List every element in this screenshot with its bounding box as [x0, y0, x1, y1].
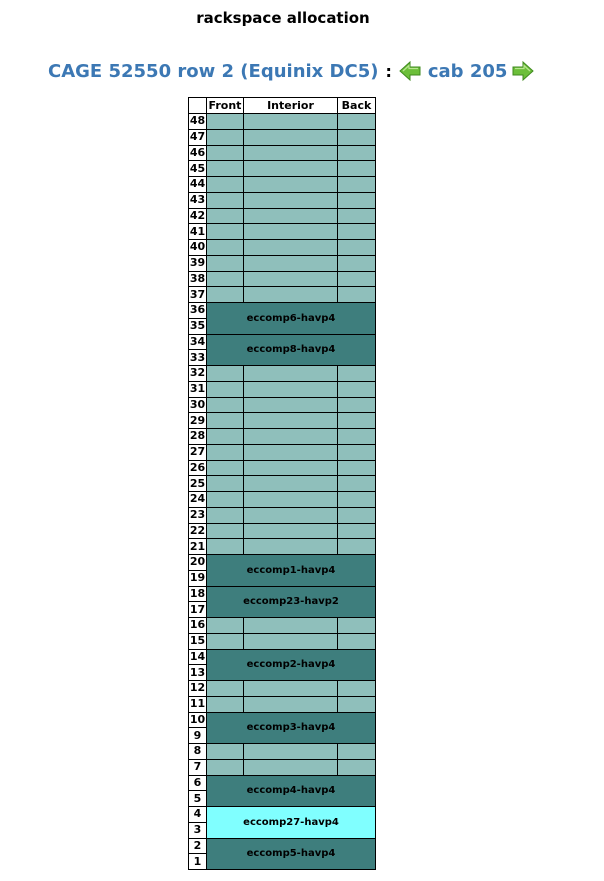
free-slot-front[interactable]: [207, 429, 244, 445]
right-arrow-icon[interactable]: [511, 59, 535, 83]
rack-header-row: [189, 98, 376, 114]
rack-unit-row: [189, 334, 376, 350]
rack-unit-row: [189, 114, 376, 130]
free-slot-front[interactable]: [207, 507, 244, 523]
free-slot-interior[interactable]: [244, 381, 338, 397]
rack-unit-row: [189, 161, 376, 177]
free-slot-back[interactable]: [338, 476, 376, 492]
unit-number: 31: [189, 382, 206, 396]
column-header-back: Back: [338, 98, 376, 114]
free-slot-back[interactable]: [338, 633, 376, 649]
free-slot-front[interactable]: [207, 618, 244, 634]
unit-number: 7: [189, 759, 207, 775]
free-slot-front[interactable]: [207, 460, 244, 476]
free-slot-front[interactable]: [207, 192, 244, 208]
unit-number: 13: [189, 665, 206, 679]
rack-unit-row: [189, 633, 376, 649]
free-slot-front[interactable]: [207, 366, 244, 382]
free-slot-front[interactable]: [207, 255, 244, 271]
free-slot-front[interactable]: [207, 161, 244, 177]
free-slot-interior[interactable]: [244, 413, 338, 429]
rack-unit-row: [189, 192, 376, 208]
unit-number: 45: [189, 161, 206, 175]
rack-unit-row: [189, 224, 376, 240]
unit-number: 36: [189, 303, 206, 317]
unit-number: 47: [189, 130, 206, 144]
unit-number: 17: [189, 602, 206, 616]
free-slot-back[interactable]: [338, 271, 376, 287]
unit-number: 14: [189, 649, 206, 663]
unit-number: 5: [189, 791, 207, 807]
rack-unit-row: [189, 696, 376, 712]
free-slot-back[interactable]: [338, 366, 376, 382]
rack-unit-row: [189, 208, 376, 224]
free-slot-front[interactable]: [207, 633, 244, 649]
rack-unit-row: [189, 287, 376, 303]
free-slot-back[interactable]: [338, 744, 376, 760]
free-slot-back[interactable]: [338, 539, 376, 555]
rack-unit-row: [189, 397, 376, 413]
rack-unit-row: [189, 460, 376, 476]
rack-unit-row: [189, 271, 376, 287]
rack-unit-row: [189, 145, 376, 161]
rack-object[interactable]: eccomp2-havp4: [207, 649, 376, 681]
rack-unit-row: [189, 492, 376, 508]
rack-body: [189, 114, 376, 870]
column-header-interior: Interior: [244, 98, 338, 114]
free-slot-front[interactable]: [207, 145, 244, 161]
free-slot-front[interactable]: [207, 492, 244, 508]
free-slot-back[interactable]: [338, 145, 376, 161]
free-slot-interior[interactable]: [244, 507, 338, 523]
unit-number: 12: [189, 681, 206, 695]
rack-unit-row: [189, 240, 376, 256]
unit-number: 19: [189, 571, 206, 585]
free-slot-interior[interactable]: [244, 397, 338, 413]
free-slot-interior[interactable]: [244, 618, 338, 634]
location-separator: :: [385, 61, 392, 81]
free-slot-back[interactable]: [338, 192, 376, 208]
unit-number: 25: [189, 476, 206, 490]
rack-unit-row: [189, 129, 376, 145]
unit-number: 48: [189, 114, 206, 128]
free-slot-back[interactable]: [338, 759, 376, 775]
corner-cell: [189, 98, 207, 114]
unit-number: 18: [189, 586, 206, 600]
free-slot-front[interactable]: [207, 208, 244, 224]
page-heading: rackspace allocation: [196, 9, 370, 27]
free-slot-back[interactable]: [338, 618, 376, 634]
unit-number: 28: [189, 429, 206, 443]
rack-unit-row: [189, 523, 376, 539]
free-slot-back[interactable]: [338, 492, 376, 508]
free-slot-front[interactable]: [207, 759, 244, 775]
unit-number: 41: [189, 224, 206, 238]
left-arrow-icon[interactable]: [398, 59, 422, 83]
free-slot-back[interactable]: [338, 460, 376, 476]
rack-unit-row: [189, 303, 376, 319]
free-slot-interior[interactable]: [244, 192, 338, 208]
unit-number: 44: [189, 177, 206, 191]
row-link[interactable]: CAGE 52550 row 2 (Equinix DC5): [48, 60, 379, 82]
unit-number: 9: [189, 728, 207, 744]
unit-number: 43: [189, 193, 206, 207]
free-slot-back[interactable]: [338, 255, 376, 271]
unit-number: 35: [189, 319, 206, 333]
free-slot-interior[interactable]: [244, 224, 338, 240]
free-slot-front[interactable]: [207, 696, 244, 712]
free-slot-front[interactable]: [207, 523, 244, 539]
unit-number: 6: [189, 775, 207, 791]
free-slot-front[interactable]: [207, 476, 244, 492]
free-slot-interior[interactable]: [244, 177, 338, 193]
free-slot-back[interactable]: [338, 114, 376, 130]
free-slot-back[interactable]: [338, 240, 376, 256]
unit-number: 38: [189, 271, 206, 285]
rack-object[interactable]: eccomp3-havp4: [207, 712, 376, 744]
unit-number: 3: [189, 822, 207, 838]
rack-unit-row: [189, 712, 376, 728]
free-slot-interior[interactable]: [244, 539, 338, 555]
rack-table: [188, 97, 376, 870]
free-slot-interior[interactable]: [244, 240, 338, 256]
free-slot-interior[interactable]: [244, 492, 338, 508]
unit-number: 33: [189, 350, 206, 364]
free-slot-front[interactable]: [207, 287, 244, 303]
free-slot-back[interactable]: [338, 208, 376, 224]
unit-number: 22: [189, 523, 206, 537]
rack-object[interactable]: eccomp23-havp2: [207, 586, 376, 618]
free-slot-interior[interactable]: [244, 287, 338, 303]
free-slot-back[interactable]: [338, 224, 376, 240]
unit-number: 10: [189, 712, 206, 726]
free-slot-back[interactable]: [338, 507, 376, 523]
free-slot-front[interactable]: [207, 681, 244, 697]
free-slot-front[interactable]: [207, 444, 244, 460]
unit-number: 24: [189, 492, 206, 506]
unit-number: 46: [189, 145, 206, 159]
rack-link[interactable]: cab 205: [427, 60, 508, 82]
free-slot-back[interactable]: [338, 397, 376, 413]
unit-number: 21: [189, 539, 206, 553]
free-slot-interior[interactable]: [244, 129, 338, 145]
free-slot-interior[interactable]: [244, 255, 338, 271]
free-slot-interior[interactable]: [244, 145, 338, 161]
free-slot-back[interactable]: [338, 444, 376, 460]
free-slot-interior[interactable]: [244, 208, 338, 224]
rack-unit-row: [189, 413, 376, 429]
unit-number: 42: [189, 208, 206, 222]
rack-object[interactable]: eccomp4-havp4: [207, 775, 376, 807]
free-slot-back[interactable]: [338, 381, 376, 397]
free-slot-interior[interactable]: [244, 271, 338, 287]
unit-number: 37: [189, 287, 206, 301]
rack-unit-row: [189, 476, 376, 492]
free-slot-interior[interactable]: [244, 759, 338, 775]
rack-unit-row: [189, 759, 376, 775]
unit-number: 27: [189, 445, 206, 459]
free-slot-back[interactable]: [338, 413, 376, 429]
unit-number: 20: [189, 555, 206, 569]
unit-number: 39: [189, 256, 206, 270]
rack-unit-row: [189, 444, 376, 460]
unit-number: 2: [189, 838, 207, 854]
rack-object[interactable]: eccomp6-havp4: [207, 303, 376, 335]
unit-number: 16: [189, 618, 206, 632]
free-slot-front[interactable]: [207, 224, 244, 240]
rack-unit-row: [189, 618, 376, 634]
free-slot-interior[interactable]: [244, 429, 338, 445]
free-slot-front[interactable]: [207, 114, 244, 130]
free-slot-front[interactable]: [207, 177, 244, 193]
rack-unit-row: [189, 555, 376, 571]
rack-unit-row: [189, 177, 376, 193]
free-slot-interior[interactable]: [244, 114, 338, 130]
free-slot-front[interactable]: [207, 413, 244, 429]
free-slot-back[interactable]: [338, 177, 376, 193]
free-slot-interior[interactable]: [244, 161, 338, 177]
unit-number: 11: [189, 697, 206, 711]
rack-unit-row: [189, 539, 376, 555]
free-slot-interior[interactable]: [244, 633, 338, 649]
free-slot-back[interactable]: [338, 161, 376, 177]
rack-unit-row: [189, 744, 376, 760]
unit-number: 29: [189, 413, 206, 427]
rack-object[interactable]: eccomp27-havp4: [207, 807, 376, 839]
unit-number: 4: [189, 807, 207, 823]
rack-unit-row: [189, 429, 376, 445]
free-slot-back[interactable]: [338, 287, 376, 303]
free-slot-interior[interactable]: [244, 696, 338, 712]
rack-unit-row: [189, 775, 376, 791]
rack-unit-row: [189, 507, 376, 523]
free-slot-interior[interactable]: [244, 444, 338, 460]
free-slot-interior[interactable]: [244, 460, 338, 476]
free-slot-interior[interactable]: [244, 681, 338, 697]
unit-number: 8: [189, 744, 207, 760]
unit-number: 23: [189, 508, 206, 522]
unit-number: 40: [189, 240, 206, 254]
unit-number: 32: [189, 366, 206, 380]
rack-unit-row: [189, 586, 376, 602]
free-slot-back[interactable]: [338, 429, 376, 445]
free-slot-interior[interactable]: [244, 744, 338, 760]
free-slot-front[interactable]: [207, 744, 244, 760]
free-slot-interior[interactable]: [244, 476, 338, 492]
free-slot-back[interactable]: [338, 696, 376, 712]
rack-unit-row: [189, 681, 376, 697]
rack-object[interactable]: eccomp1-havp4: [207, 555, 376, 587]
rack-unit-row: [189, 838, 376, 854]
rack-unit-row: [189, 649, 376, 665]
unit-number: 26: [189, 460, 206, 474]
rack-unit-row: [189, 366, 376, 382]
free-slot-front[interactable]: [207, 381, 244, 397]
free-slot-front[interactable]: [207, 397, 244, 413]
location-bar: [48, 58, 535, 84]
column-header-front: Front: [207, 98, 244, 114]
rack-object[interactable]: eccomp5-havp4: [207, 838, 376, 870]
free-slot-interior[interactable]: [244, 366, 338, 382]
unit-number: 15: [189, 634, 206, 648]
free-slot-front[interactable]: [207, 271, 244, 287]
unit-number: 34: [189, 334, 206, 348]
rack-object[interactable]: eccomp8-havp4: [207, 334, 376, 366]
free-slot-back[interactable]: [338, 523, 376, 539]
free-slot-front[interactable]: [207, 539, 244, 555]
unit-number: 1: [189, 854, 207, 870]
free-slot-front[interactable]: [207, 240, 244, 256]
rack-unit-row: [189, 381, 376, 397]
rack-unit-row: [189, 807, 376, 823]
free-slot-back[interactable]: [338, 681, 376, 697]
free-slot-back[interactable]: [338, 129, 376, 145]
rack-unit-row: [189, 255, 376, 271]
free-slot-front[interactable]: [207, 129, 244, 145]
free-slot-interior[interactable]: [244, 523, 338, 539]
unit-number: 30: [189, 397, 206, 411]
